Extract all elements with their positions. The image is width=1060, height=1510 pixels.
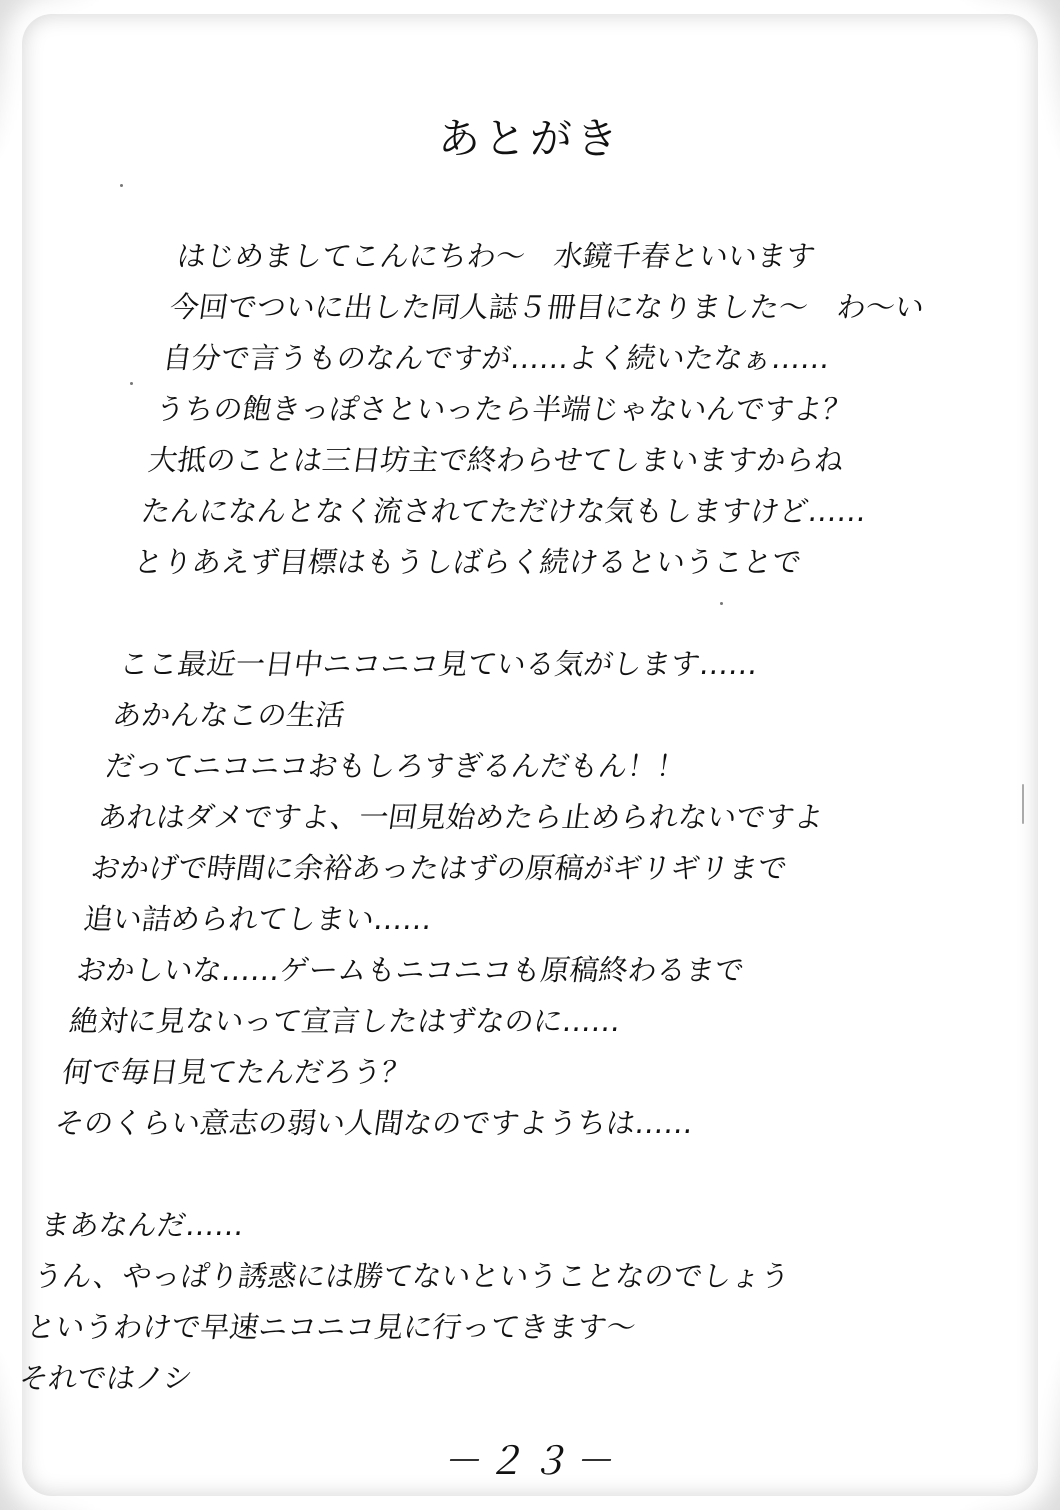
text-line: おかしいな……ゲームもニコニコも原稿終わるまで: [74, 953, 747, 987]
scan-speck: [1022, 784, 1024, 824]
paragraph-2: [51, 644, 943, 1154]
scan-speck: [720, 602, 723, 605]
text-line: あかんなこの生活: [110, 698, 348, 732]
text-line: うちの飽きっぽさといったら半端じゃないんですよ？: [153, 392, 855, 426]
text-line: とりあえず目標はもうしばらく続けるということで: [131, 545, 804, 579]
text-line: おかげで時間に余裕あったはずの原稿がギリギリまで: [88, 851, 790, 885]
text-line: あれはダメですよ、一回見始めたら止められないですよ: [95, 800, 826, 834]
text-line: 追い詰められてしまい……: [81, 902, 435, 936]
text-line: うん、やっぱり誘惑には勝てないということなのでしょう: [31, 1259, 792, 1293]
paragraph-gap: [123, 593, 950, 644]
text-line: たんになんとなく流されてただけな気もしますけど……: [138, 494, 869, 528]
page-number: －２３－: [441, 1439, 618, 1483]
text-line: 何で毎日見てたんだろう？: [60, 1055, 413, 1089]
text-line: 大抵のことは三日坊主で終わらせてしまいますからね: [146, 443, 847, 477]
text-line: だってニコニコおもしろすぎるんだもん！！: [103, 749, 688, 783]
text-line: 自分で言うものなんですが……よく続いたなぁ……: [160, 341, 833, 375]
text-line: そのくらい意志の弱い人間なのですようちは……: [52, 1106, 696, 1140]
text-line: それではノシ: [17, 1361, 195, 1395]
paragraph-3: [15, 1205, 864, 1409]
text-line: まあなんだ……: [38, 1208, 247, 1242]
paragraph-gap: [44, 1154, 871, 1205]
page-title: あとがき: [437, 114, 622, 163]
page-sheet: [17, 14, 1038, 1496]
paragraph-1: [130, 236, 1000, 593]
text-line: というわけで早速ニコニコ見に行ってきます〜: [24, 1310, 639, 1344]
text-line: ここ最近一日中ニコニコ見ている気がします……: [117, 647, 761, 681]
text-line: はじめましてこんにちわ〜 水鏡千春といいます: [174, 239, 818, 273]
scan-speck: [120, 184, 123, 187]
text-line: 今回でついに出した同人誌５冊目になりました〜 わ〜い: [167, 290, 927, 324]
text-line: 絶対に見ないって宣言したはずなのに……: [67, 1004, 624, 1038]
afterword-body: [15, 236, 1000, 1409]
scan-speck: [130, 382, 133, 385]
